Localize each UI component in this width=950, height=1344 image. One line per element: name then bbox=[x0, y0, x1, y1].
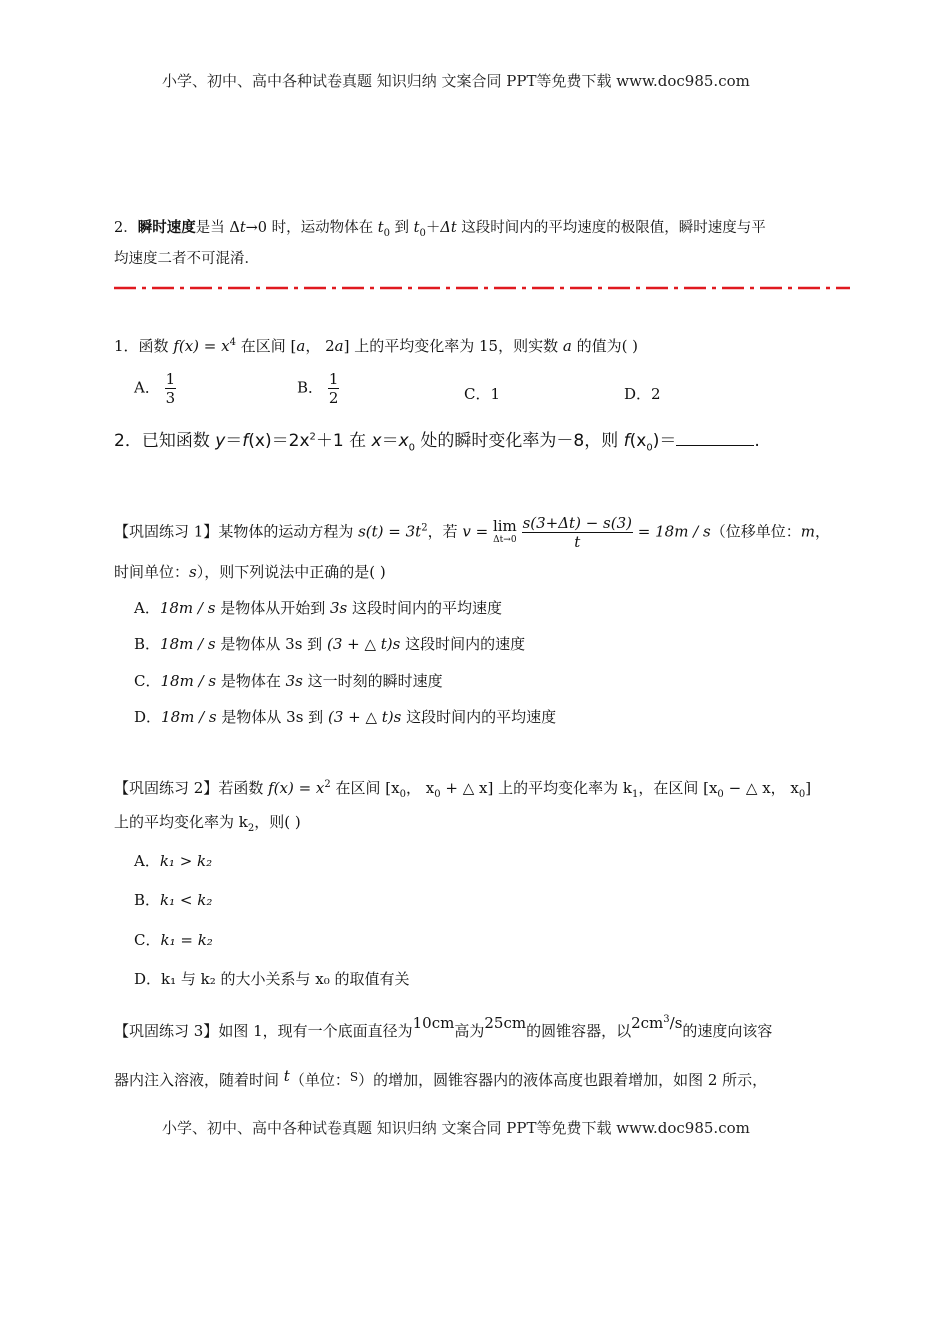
p3-text: 如图 1，现有一个底面直径为 bbox=[218, 1022, 413, 1040]
option-text: k₁ = k₂ bbox=[160, 931, 213, 949]
p1-text: 某物体的运动方程为 bbox=[218, 522, 359, 541]
p2-sub: 1 bbox=[631, 789, 639, 800]
option-label: D． bbox=[134, 708, 162, 726]
note-text: ＋ bbox=[425, 220, 441, 236]
lim-text: lim bbox=[492, 516, 517, 535]
q2-var: y bbox=[215, 431, 226, 451]
practice-tag: 【巩固练习 2】 bbox=[114, 779, 219, 797]
practice-3-line-1 bbox=[114, 1016, 772, 1043]
note-var: t bbox=[413, 220, 420, 236]
option-value: 1 bbox=[490, 385, 501, 403]
note-text: 到 bbox=[389, 220, 414, 236]
p3-text: ）的增加，圆锥容器内的液体高度也跟着增加，如图 2 所示， bbox=[358, 1071, 768, 1089]
p3-diameter: 10cm bbox=[412, 1014, 455, 1032]
p1-rhs: = 18m / s bbox=[637, 522, 711, 541]
page-header: 小学、初中、高中各种试卷真题 知识归纳 文案合同 PPT等免费下载 www.doc985.com bbox=[162, 72, 750, 90]
question-1 bbox=[114, 331, 638, 358]
numerator: 1 bbox=[328, 370, 339, 388]
p3-text: 器内注入溶液，随着时间 bbox=[114, 1071, 284, 1089]
option-speed: 18m / s bbox=[160, 635, 216, 653]
p1-text: ， bbox=[814, 522, 830, 541]
p3-text: 高为 bbox=[454, 1022, 485, 1040]
fraction bbox=[165, 370, 177, 407]
option-text: 这段时间内的平均速度 bbox=[347, 599, 503, 617]
q1-a: a bbox=[334, 337, 344, 355]
option-text: 这段时间内的速度 bbox=[400, 635, 526, 653]
option-label: B． bbox=[134, 891, 161, 909]
q1-text: ， 2 bbox=[305, 337, 335, 355]
q2-text: ＝2x bbox=[271, 431, 310, 451]
p1-text: ），则下列说法中正确的是( ) bbox=[196, 563, 386, 581]
p3-unit: S bbox=[349, 1070, 359, 1084]
q2-text: . bbox=[754, 431, 760, 451]
p3-text: 的圆锥容器，以 bbox=[526, 1022, 632, 1040]
option-label: B． bbox=[134, 635, 161, 653]
option-text: k₁ 与 k₂ 的大小关系与 x₀ 的取值有关 bbox=[161, 970, 410, 988]
option-text: 这段时间内的平均速度 bbox=[401, 708, 557, 726]
option-label: C． bbox=[134, 931, 161, 949]
q2-sub: 0 bbox=[408, 442, 416, 454]
p3-rate bbox=[631, 1014, 682, 1032]
p2-text: 若函数 bbox=[218, 779, 269, 797]
p2-text: ， x bbox=[405, 779, 435, 797]
p2-text: 在区间 [x bbox=[330, 779, 400, 797]
rate-value: 2cm bbox=[631, 1014, 664, 1032]
option-label: A． bbox=[134, 599, 160, 617]
option-math: (3 + △ t)s bbox=[327, 708, 402, 726]
note-text: 这段时间内的平均速度的极限值，瞬时速度与平 bbox=[456, 220, 766, 236]
p1-v: v = bbox=[462, 522, 493, 541]
p2-sub: 2 bbox=[247, 823, 255, 834]
practice-2-line-1 bbox=[114, 773, 811, 807]
limit-fraction bbox=[522, 514, 633, 551]
q1-option-a[interactable] bbox=[134, 370, 176, 407]
numerator: s(3+Δt) − s(3) bbox=[522, 514, 632, 532]
p2-text: ] bbox=[805, 779, 812, 797]
p3-height: 25cm bbox=[484, 1014, 527, 1032]
note-var: Δt bbox=[440, 220, 457, 236]
option-text: 是物体从 3s 到 bbox=[215, 635, 327, 653]
divider bbox=[114, 286, 850, 290]
answer-blank[interactable] bbox=[676, 429, 754, 446]
rate-exp: 3 bbox=[663, 1014, 670, 1025]
note-var: t bbox=[377, 220, 384, 236]
option-label: C． bbox=[134, 672, 161, 690]
note-term: 瞬时速度 bbox=[137, 219, 196, 236]
p1-option-b[interactable] bbox=[134, 632, 525, 656]
p2-sub: 0 bbox=[717, 789, 724, 800]
option-text: 这一时刻的瞬时速度 bbox=[302, 672, 443, 690]
p2-option-c[interactable] bbox=[134, 928, 213, 952]
p1-eq: s(t) = 3t bbox=[358, 522, 422, 541]
option-label: D． bbox=[134, 970, 162, 988]
q2-text: ＝ bbox=[225, 431, 243, 451]
q2-var: x bbox=[371, 431, 382, 451]
denominator: 3 bbox=[165, 389, 176, 407]
p3-text: 的速度向该容 bbox=[682, 1022, 773, 1040]
practice-3-line-2 bbox=[114, 1068, 767, 1093]
q2-sub: 0 bbox=[646, 442, 653, 454]
practice-tag: 【巩固练习 1】 bbox=[114, 522, 219, 541]
option-label: B． bbox=[297, 378, 324, 397]
option-speed: 18m / s bbox=[160, 672, 217, 690]
option-math: 3s bbox=[330, 599, 348, 617]
note-var: t bbox=[239, 220, 246, 236]
option-speed: 18m / s bbox=[159, 599, 216, 617]
p2-sub: 0 bbox=[399, 789, 406, 800]
q1-f: f bbox=[173, 337, 179, 355]
option-label: C． bbox=[464, 385, 491, 403]
p2-sub: 0 bbox=[798, 789, 806, 800]
q2-text: ＋1 在 bbox=[315, 431, 372, 451]
numerator: 1 bbox=[165, 370, 176, 388]
option-text: k₁ > k₂ bbox=[159, 852, 213, 870]
q1-text: 在区间 [ bbox=[235, 337, 297, 355]
option-text: 是物体在 bbox=[216, 672, 286, 690]
option-speed: 18m / s bbox=[161, 708, 217, 726]
p1-option-d[interactable] bbox=[134, 705, 556, 729]
q1-text: ] 上的平均变化率为 15，则实数 bbox=[343, 337, 563, 355]
option-math: (3 + △ t)s bbox=[326, 635, 401, 653]
p2-option-d[interactable] bbox=[134, 967, 410, 991]
note-text: 是当 Δ bbox=[195, 220, 240, 236]
lim-sub: Δt→0 bbox=[493, 534, 517, 545]
option-label: A． bbox=[134, 378, 160, 397]
q2-var: x bbox=[398, 431, 409, 451]
page-footer: 小学、初中、高中各种试卷真题 知识归纳 文案合同 PPT等免费下载 www.doc985.com bbox=[162, 1119, 750, 1137]
note-line-2: 均速度二者不可混淆． bbox=[114, 251, 259, 267]
q2-exp: 2 bbox=[309, 431, 316, 443]
p2-text: − △ x， x bbox=[723, 779, 799, 797]
note-number: 2． bbox=[114, 220, 138, 236]
p2-text: 上的平均变化率为 k bbox=[114, 813, 248, 831]
option-math: 3s bbox=[285, 672, 303, 690]
limit-operator bbox=[492, 516, 517, 547]
p2-sub: 0 bbox=[434, 789, 441, 800]
q1-exp: 4 bbox=[229, 337, 236, 348]
p2-option-a[interactable] bbox=[134, 849, 212, 873]
rate-unit: /s bbox=[669, 1014, 683, 1032]
fraction bbox=[328, 370, 340, 407]
p1-option-c[interactable] bbox=[134, 669, 443, 693]
note-text: →0 时，运动物体在 bbox=[245, 220, 378, 236]
q2-text: (x) bbox=[248, 431, 272, 451]
option-value: 2 bbox=[651, 385, 661, 403]
p2-option-b[interactable] bbox=[134, 888, 212, 912]
q1-a: a bbox=[562, 337, 572, 355]
p3-var: t bbox=[283, 1067, 290, 1085]
p2-text: ，在区间 [x bbox=[638, 779, 718, 797]
q1-option-d[interactable] bbox=[624, 382, 661, 406]
q1-fx: (x) = x bbox=[178, 337, 230, 355]
option-text: 是物体从 3s 到 bbox=[216, 708, 328, 726]
p2-exp: 2 bbox=[324, 779, 331, 790]
q1-text: 的值为( ) bbox=[571, 337, 639, 355]
q1-option-c[interactable] bbox=[464, 382, 500, 406]
q2-text: (x bbox=[629, 431, 647, 451]
q2-text: )＝ bbox=[652, 431, 677, 451]
q1-option-b[interactable] bbox=[297, 370, 339, 407]
option-text: k₁ < k₂ bbox=[160, 891, 213, 909]
denominator: 2 bbox=[328, 389, 339, 407]
q2-text: ＝ bbox=[381, 431, 399, 451]
q2-var: f bbox=[242, 431, 249, 451]
p2-eq: f(x) = x bbox=[268, 779, 325, 797]
p1-unit: s bbox=[189, 563, 197, 581]
q2-text: 处的瞬时变化率为－8，则 bbox=[415, 431, 624, 451]
practice-tag: 【巩固练习 3】 bbox=[114, 1022, 219, 1040]
p2-text: + △ x] 上的平均变化率为 k bbox=[440, 779, 632, 797]
practice-2-line-2 bbox=[114, 810, 301, 841]
option-label: A． bbox=[134, 852, 160, 870]
p1-text: （位移单位： bbox=[710, 522, 801, 541]
p1-exp: 2 bbox=[421, 522, 428, 534]
question-2 bbox=[114, 426, 760, 453]
q1-text: 1．函数 bbox=[114, 337, 174, 355]
practice-1-line-1 bbox=[114, 514, 830, 551]
p1-text: 时间单位： bbox=[114, 563, 190, 581]
p1-unit: m bbox=[800, 522, 815, 541]
denominator: t bbox=[574, 533, 581, 551]
q2-text: 2．已知函数 bbox=[114, 431, 216, 451]
p1-text: ，若 bbox=[427, 522, 463, 541]
practice-1-line-2 bbox=[114, 560, 386, 584]
note-line-1: 2．瞬时速度是当 Δt→0 时，运动物体在 $t_0$ 到 $t_0+\Delta t$ 这段时间内的平均速度的极限值，瞬时速度与平 bbox=[114, 219, 766, 239]
option-label: D． bbox=[624, 385, 652, 403]
q1-a: a bbox=[296, 337, 306, 355]
p3-text: （单位： bbox=[289, 1071, 350, 1089]
p1-option-a[interactable] bbox=[134, 596, 502, 620]
p2-text: ，则( ) bbox=[254, 813, 301, 831]
option-text: 是物体从开始到 bbox=[215, 599, 330, 617]
q2-var: f bbox=[623, 431, 630, 451]
